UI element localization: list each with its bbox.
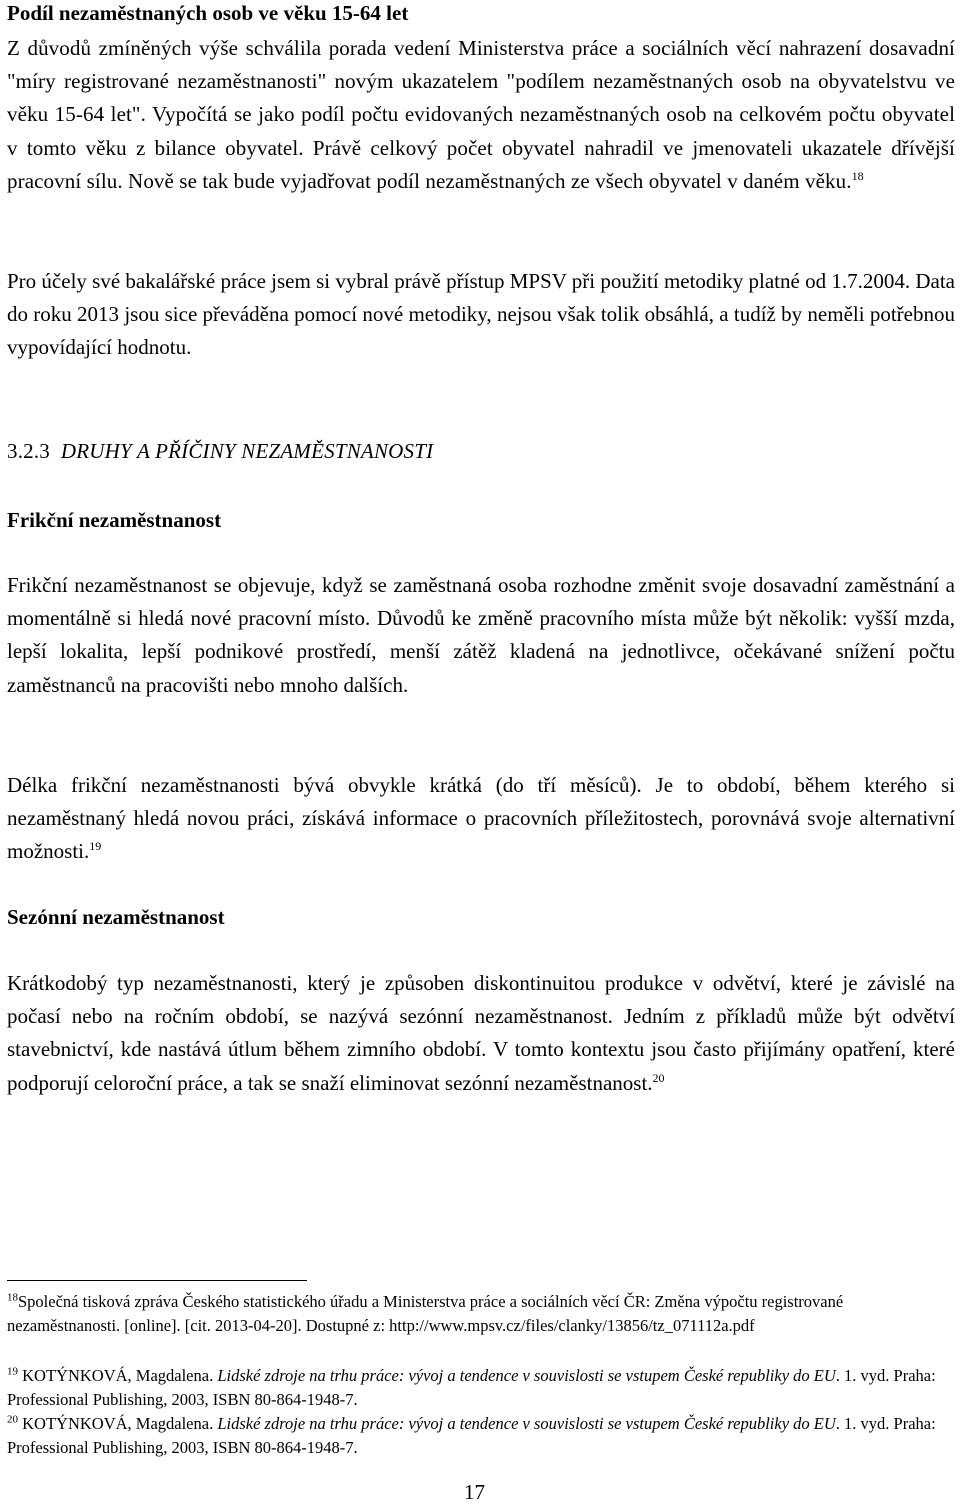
paragraph-frictional: Frikční nezaměstnanost se objevuje, když se zaměstnaná osoba rozhodne změnit svoje dosavadní zaměstnání a momentálně si hledá nové pracovní místo. Důvodů ke změně pracovního místa může být několik: vyšší mzda, lepší lokalita, lepší podnikové prostředí, menší zátěž kladená na jednotlivce, očekávané snížení počtu zaměstnanců na pracovišti nebo mnoho dalších.: [7, 573, 955, 697]
paragraph-methodology-text: Z důvodů zmíněných výše schválila porada vedení Ministerstva práce a sociálních věcí nahrazení dosavadní "míry registrované nezaměstnanosti" novým ukazatelem "podílem nezaměstnaných osob na obyvatelstvu ve věku 15-64 let". Vypočítá se jako podíl počtu evidovaných nezaměstnaných osob na celkovém počtu obyvatel v tomto věku z bilance obyvatel. Právě celkový počet obyvatel nahradil ve jmenovateli ukazatele dřívější pracovní sílu. Nově se tak bude vyjadřovat podíl nezaměstnaných ze všech obyvatel v daném věku.: [7, 36, 955, 193]
footnote-ref-19: 19: [89, 839, 102, 854]
page-number: 17: [464, 1480, 485, 1504]
footnote-publication: . 1. vyd. Praha: Professional Publishing, 2003, ISBN 80-864-1948-7.: [7, 1414, 936, 1457]
section-heading: [7, 436, 433, 466]
footnote-text: Společná tisková zpráva Českého statistického úřadu a Ministerstva práce a sociálních věcí ČR: Změna výpočtu registrované nezaměstnanosti. [online]. [cit. 2013-04-20]. Dostupné z: http://www.mpsv.cz/files/clanky/13856/tz_071112a.pdf: [7, 1292, 844, 1335]
footnote-20: [7, 1412, 955, 1460]
paragraph-methodology: [7, 32, 955, 198]
footnote-title: Lidské zdroje na trhu práce: vývoj a tendence v souvislosti se vstupem České republiky do EU: [217, 1366, 836, 1385]
footnote-number: 20: [7, 1413, 18, 1426]
subheading-frictional: Frikční nezaměstnanost: [7, 508, 222, 532]
paragraph-own-approach: Pro účely své bakalářské práce jsem si vybral právě přístup MPSV při použití metodiky platné od 1.7.2004. Data do roku 2013 jsou sice převáděna pomocí nové metodiky, nejsou však tolik obsáhlá, a tudíž by neměli potřebnou vypovídající hodnotu.: [7, 269, 955, 360]
paragraph-frictional-duration: [7, 769, 955, 869]
footnote-number: 18: [7, 1291, 18, 1304]
footnote-author: KOTÝNKOVÁ, Magdalena.: [22, 1366, 214, 1385]
footnote-separator: [7, 1280, 307, 1281]
subheading-seasonal: Sezónní nezaměstnanost: [7, 905, 225, 929]
paragraph-frictional-duration-text: Délka frikční nezaměstnanosti bývá obvykle krátká (do tří měsíců). Je to období, během kterého si nezaměstnaný hledá novou práci, získává informace o pracovních příležitostech, porovnává svoje alternativní možnosti.: [7, 773, 955, 864]
footnote-ref-18: 18: [851, 168, 864, 183]
footnote-ref-20: 20: [652, 1070, 665, 1085]
page-heading: Podíl nezaměstnaných osob ve věku 15-64 let: [7, 1, 409, 25]
section-number: 3.2.3: [7, 439, 50, 463]
paragraph-seasonal: [7, 967, 955, 1100]
paragraph-seasonal-text: Krátkodobý typ nezaměstnanosti, který je způsoben diskontinuitou produkce v odvětví, které je závislé na počasí nebo na ročním období, se nazývá sezónní nezaměstnanost. Jedním z příkladů může být odvětví stavebnictví, kde nastává útlum během zimního období. V tomto kontextu jsou často přijímány opatření, které podporují celoroční práce, a tak se snaží eliminovat sezónní nezaměstnanost.: [7, 971, 955, 1095]
footnote-number: 19: [7, 1365, 18, 1378]
footnote-18: [7, 1290, 955, 1338]
section-title: DRUHY A PŘÍČINY NEZAMĚSTNANOSTI: [60, 439, 434, 463]
footnote-19: [7, 1364, 955, 1412]
footnote-author: KOTÝNKOVÁ, Magdalena.: [22, 1414, 214, 1433]
footnote-title: Lidské zdroje na trhu práce: vývoj a tendence v souvislosti se vstupem České republiky do EU: [217, 1414, 836, 1433]
footnote-publication: . 1. vyd. Praha: Professional Publishing, 2003, ISBN 80-864-1948-7.: [7, 1366, 936, 1409]
